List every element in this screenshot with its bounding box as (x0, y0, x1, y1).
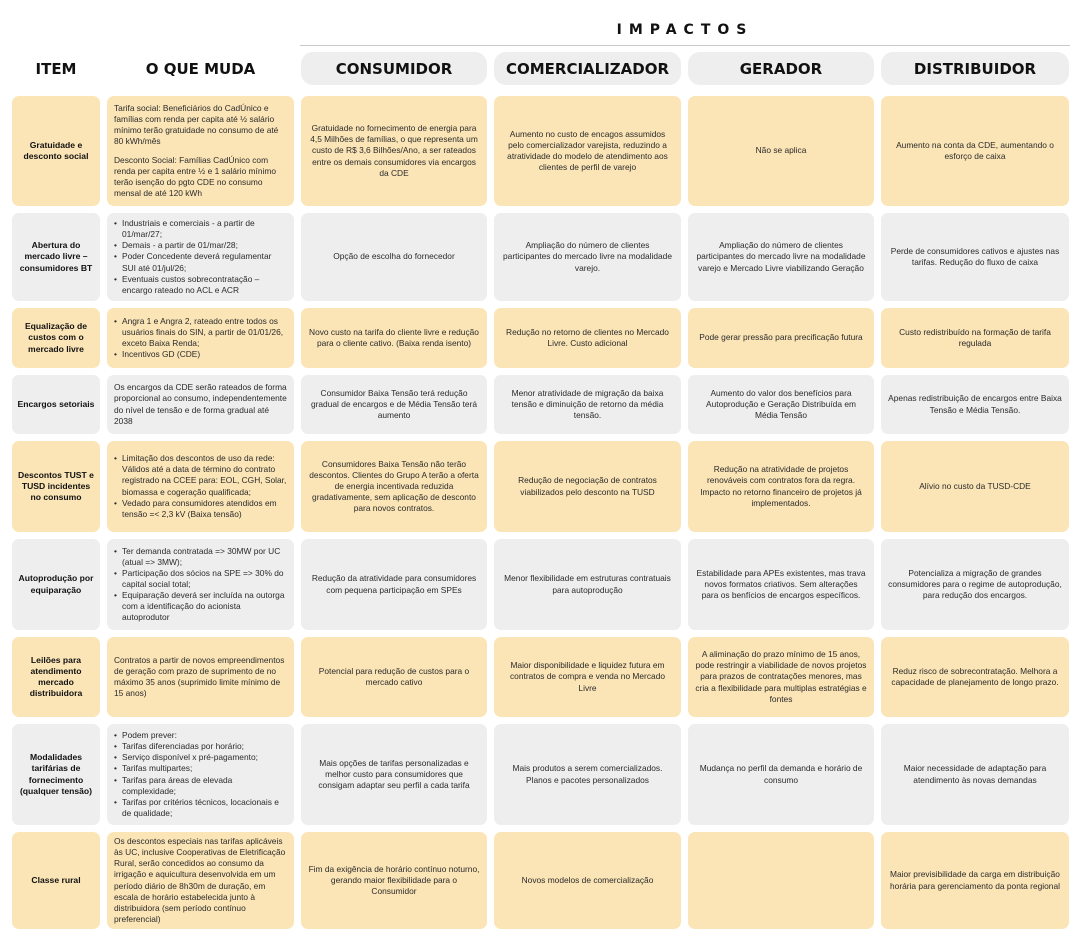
impact-text: Consumidores Baixa Tensão não terão descontos. Clientes do Grupo A terão a oferta de energia incentivada reduzida gradativamente, sem aplicação de desconto para novos contratos. (309, 458, 479, 514)
cell-distribuidor (881, 441, 1069, 532)
impact-text: Perde de consumidores cativos e ajustes nas tarifas. Redução do fluxo de caixa (890, 245, 1060, 267)
cell-consumidor (301, 96, 487, 206)
impact-text: Redução da atratividade para consumidores com pequena participação em SPEs (311, 573, 477, 595)
item-label: Abertura do mercado livre – consumidores BT (19, 240, 93, 273)
impact-text: Novo custo na tarifa do cliente livre e redução para o cliente cativo. (Baixa renda isento) (309, 326, 479, 348)
cell-o-que-muda (107, 724, 294, 825)
impact-text: Opção de escolha do fornecedor (333, 251, 455, 262)
cell-o-que-muda (107, 637, 294, 717)
impact-text: Aumento no custo de encagos assumidos pelo comercializador varejista, reduzindo a atratividade do modelo de atendimento aos clientes de perfil de varejo (507, 128, 668, 173)
cell-comercializador (494, 539, 681, 630)
change-bullet-list (114, 730, 287, 819)
cell-comercializador (494, 637, 681, 717)
cell-distribuidor (881, 637, 1069, 717)
cell-distribuidor (881, 375, 1069, 434)
change-bullet: • Vedado para consumidores atendidos em tensão =< 2,3 kV (Baixa tensão) (114, 498, 287, 520)
impact-text: Potencializa a migração de grandes consumidores para o regime de autoprodução, para redução dos encargos. (888, 567, 1062, 601)
cell-consumidor (301, 637, 487, 717)
cell-o-que-muda (107, 96, 294, 206)
cell-distribuidor (881, 832, 1069, 929)
change-bullet: • Angra 1 e Angra 2, rateado entre todos os usuários finais do SIN, a partir de 01/01/26, exceto Baixa Renda; (114, 316, 287, 349)
cell-o-que-muda (107, 213, 294, 301)
change-paragraph: Desconto Social: Famílias CadÚnico com renda per capita entre ½ e 1 salário mínimo terão isenção do pgto CDE no consumo mensal de até 120 kWh (114, 155, 277, 199)
cell-comercializador (494, 441, 681, 532)
impact-text: Maior previsibilidade da carga em distribuição horária para gerenciamento da ponta regional (890, 869, 1060, 891)
impact-text: Maior disponibilidade e liquidez futura em contratos de compra e venda no Mercado Livre (509, 660, 666, 693)
change-bullet: • Participação dos sócios na SPE => 30% do capital social total; (114, 568, 287, 590)
cell-distribuidor (881, 539, 1069, 630)
impact-text: Gratuidade no fornecimento de energia para 4,5 Milhões de famílias, o que representa um custo de R$ 3,6 Bilhões/Ano, a ser rateados entre os demais consumidores via encargos da CDE (310, 123, 478, 178)
item-label: Leilões para atendimento mercado distribuidora (29, 654, 83, 699)
cell-gerador (688, 308, 874, 368)
cell-consumidor (301, 441, 487, 532)
impact-text: Maior necessidade de adaptação para atendimento às novas demandas (903, 763, 1047, 785)
impact-text: Apenas redistribuição de encargos entre Baixa Tensão e Média Tensão. (888, 393, 1062, 415)
cell-consumidor (301, 375, 487, 434)
impact-text: Redução na atratividade de projetos renováveis com contratos fora da regra. Impacto no retorno financeiro de projetos já implementados. (700, 464, 862, 508)
change-paragraph: Contratos a partir de novos empreendimentos de geração com prazo de suprimento de no máximo 35 anos (suprimido limite mínimo de 15 anos) (114, 654, 285, 699)
cell-comercializador (494, 724, 681, 825)
cell-distribuidor (881, 308, 1069, 368)
item-label: Autoprodução por equiparação (18, 573, 94, 595)
cell-distribuidor (881, 724, 1069, 825)
cell-item (12, 213, 100, 301)
impact-text: A aliminação do prazo mínimo de 15 anos, pode restringir a viabilidade de novos projetos para prazos de contratações menores, mas cria a flexibilidade para multiplas estratégias e fontes (695, 649, 867, 704)
change-bullet-list (114, 316, 287, 360)
impact-text: Não se aplica (755, 145, 807, 156)
impact-text: Ampliação do número de clientes participantes do mercado livre na modalidade varejo. (503, 240, 672, 273)
header-consumidor: CONSUMIDOR (301, 52, 487, 85)
impact-text: Mudança no perfil da demanda e horário de consumo (699, 763, 863, 785)
cell-consumidor (301, 213, 487, 301)
item-label: Classe rural (31, 874, 81, 885)
cell-gerador (688, 375, 874, 434)
change-bullet: • Tarifas diferenciadas por horário; (114, 741, 287, 752)
cell-comercializador (494, 213, 681, 301)
impact-text: Mais opções de tarifas personalizadas e melhor custo para consumidores que consigam adaptar seu perfil a cada tarifa (318, 757, 470, 791)
header-distribuidor: DISTRIBUIDOR (881, 52, 1069, 85)
cell-consumidor (301, 308, 487, 368)
cell-gerador (688, 637, 874, 717)
change-bullet: • Tarifas para áreas de elevada complexidade; (114, 775, 287, 797)
change-bullet: • Serviço disponível x pré-pagamento; (114, 752, 287, 763)
cell-o-que-muda (107, 308, 294, 368)
change-paragraph: Os encargos da CDE serão rateados de forma proporcional ao consumo, independentemente do nível de tensão e de forma gradual até 2038 (114, 382, 287, 426)
change-bullet-list (114, 218, 287, 296)
impact-text: Estabilidade para APEs existentes, mas trava novos formatos criativos. Sem alterações para os benfícios de encargos específicos. (696, 567, 866, 601)
change-bullet: • Incentivos GD (CDE) (114, 349, 287, 360)
change-bullet: • Eventuais custos sobrecontratação – encargo rateado no ACL e ACR (114, 274, 287, 296)
impact-text: Consumidor Baixa Tensão terá redução gradual de encargos e de Média Tensão terá aumento (310, 387, 478, 421)
cell-gerador (688, 724, 874, 825)
item-label: Encargos setoriais (17, 398, 95, 409)
change-bullet: • Industriais e comerciais - a partir de 01/mar/27; (114, 218, 287, 240)
cell-distribuidor (881, 213, 1069, 301)
impact-text: Ampliação do número de clientes participantes do mercado livre na modalidade varejo e Mercado Livre viabilizando Geração (696, 240, 866, 273)
change-paragraph: Os descontos especiais nas tarifas aplicáveis às UC, inclusive Cooperativas de Eletrificação Rural, serão concedidos ao consumo da irrigação e aquicultura desenvolvida em um período diário de 8h30m de duração, em escala de horário estabelecida junto à distribuidora (sem período contínuo preferencial) (114, 836, 286, 924)
impactos-divider (300, 45, 1070, 46)
impact-text: Redução no retorno de clientes no Mercado Livre. Custo adicional (506, 326, 669, 348)
item-label: Descontos TUST e TUSD incidentes no consumo (18, 469, 94, 503)
impact-text: Custo redistribuído na formação de tarifa regulada (899, 326, 1051, 348)
cell-gerador (688, 832, 874, 929)
header-o-que-muda: O QUE MUDA (145, 59, 256, 78)
change-bullet: • Podem prever: (114, 730, 287, 741)
impact-text: Reduz risco de sobrecontratação. Melhora a capacidade de planejamento de longo prazo. (891, 665, 1059, 687)
cell-gerador (688, 96, 874, 206)
item-label: Modalidades tarifárias de fornecimento (qualquer tensão) (19, 752, 93, 796)
cell-consumidor (301, 832, 487, 929)
cell-item (12, 308, 100, 368)
impact-text: Alívio no custo da TUSD-CDE (919, 480, 1031, 491)
cell-comercializador (494, 375, 681, 434)
header-comercializador: COMERCIALIZADOR (494, 52, 681, 85)
cell-gerador (688, 539, 874, 630)
item-label: Gratuidade e desconto social (23, 139, 89, 161)
cell-item (12, 832, 100, 929)
impact-text: Menor atratividade de migração da baixa tensão e diminuição de retorno da média tensão. (511, 387, 664, 421)
impact-text: Mais produtos a serem comercializados. Planos e pacotes personalizados (512, 763, 663, 785)
cell-item (12, 637, 100, 717)
change-paragraph: Tarifa social: Beneficiários do CadÚnico e famílias com renda per capita até ½ salário mínimo terão gratuidade no consumo de até 80 kWh/mês (114, 102, 279, 146)
cell-o-que-muda (107, 832, 294, 929)
cell-consumidor (301, 724, 487, 825)
cell-o-que-muda (107, 441, 294, 532)
item-label: Equalização de custos com o mercado livre (24, 321, 88, 354)
change-bullet: • Ter demanda contratada => 30MW por UC (atual => 3MW); (114, 546, 287, 568)
cell-comercializador (494, 832, 681, 929)
cell-item (12, 441, 100, 532)
cell-o-que-muda (107, 539, 294, 630)
cell-comercializador (494, 96, 681, 206)
change-bullet: • Poder Concedente deverá regulamentar SUI até 01/jul/26; (114, 251, 287, 273)
impact-text: Novos modelos de comercialização (521, 874, 654, 885)
cell-comercializador (494, 308, 681, 368)
impact-text: Aumento na conta da CDE, aumentando o esforço de caixa (896, 139, 1054, 161)
cell-item (12, 724, 100, 825)
impact-text: Potencial para redução de custos para o mercado cativo (318, 665, 470, 687)
cell-distribuidor (881, 96, 1069, 206)
header-item: ITEM (35, 59, 77, 78)
change-bullet-list (114, 453, 287, 520)
impact-text: Menor flexibilidade em estruturas contratuais para autoprodução (504, 573, 671, 595)
cell-consumidor (301, 539, 487, 630)
impact-text: Fim da exigência de horário contínuo noturno, gerando maior flexibilidade para o Consumidor (308, 863, 480, 897)
cell-gerador (688, 441, 874, 532)
cell-item (12, 539, 100, 630)
cell-gerador (688, 213, 874, 301)
cell-item (12, 375, 100, 434)
header-gerador: GERADOR (688, 52, 874, 85)
change-bullet: • Tarifas multipartes; (114, 763, 287, 774)
impact-text: Pode gerar pressão para precificação futura (699, 332, 863, 343)
impact-text: Redução de negociação de contratos viabilizados pelo desconto na TUSD (518, 475, 657, 497)
impact-text: Aumento do valor dos benefícios para Autoprodução e Geração Distribuída em Média Tensão (706, 387, 856, 421)
change-bullet: • Tarifas por critérios técnicos, locacionais e de qualidade; (114, 797, 287, 819)
change-bullet: • Equiparação deverá ser incluída na outorga com a identificação do acionista autoprodutor (114, 590, 287, 623)
cell-item (12, 96, 100, 206)
change-bullet: • Demais - a partir de 01/mar/28; (114, 240, 287, 251)
change-bullet-list (114, 546, 287, 624)
change-bullet: • Limitação dos descontos de uso da rede: Válidos até a data de término do contrato registrado na CCEE para: EOL, CGH, Solar, biomassa e cogeração qualificada; (114, 453, 287, 497)
cell-o-que-muda (107, 375, 294, 434)
impactos-heading: IMPACTOS (616, 22, 754, 38)
